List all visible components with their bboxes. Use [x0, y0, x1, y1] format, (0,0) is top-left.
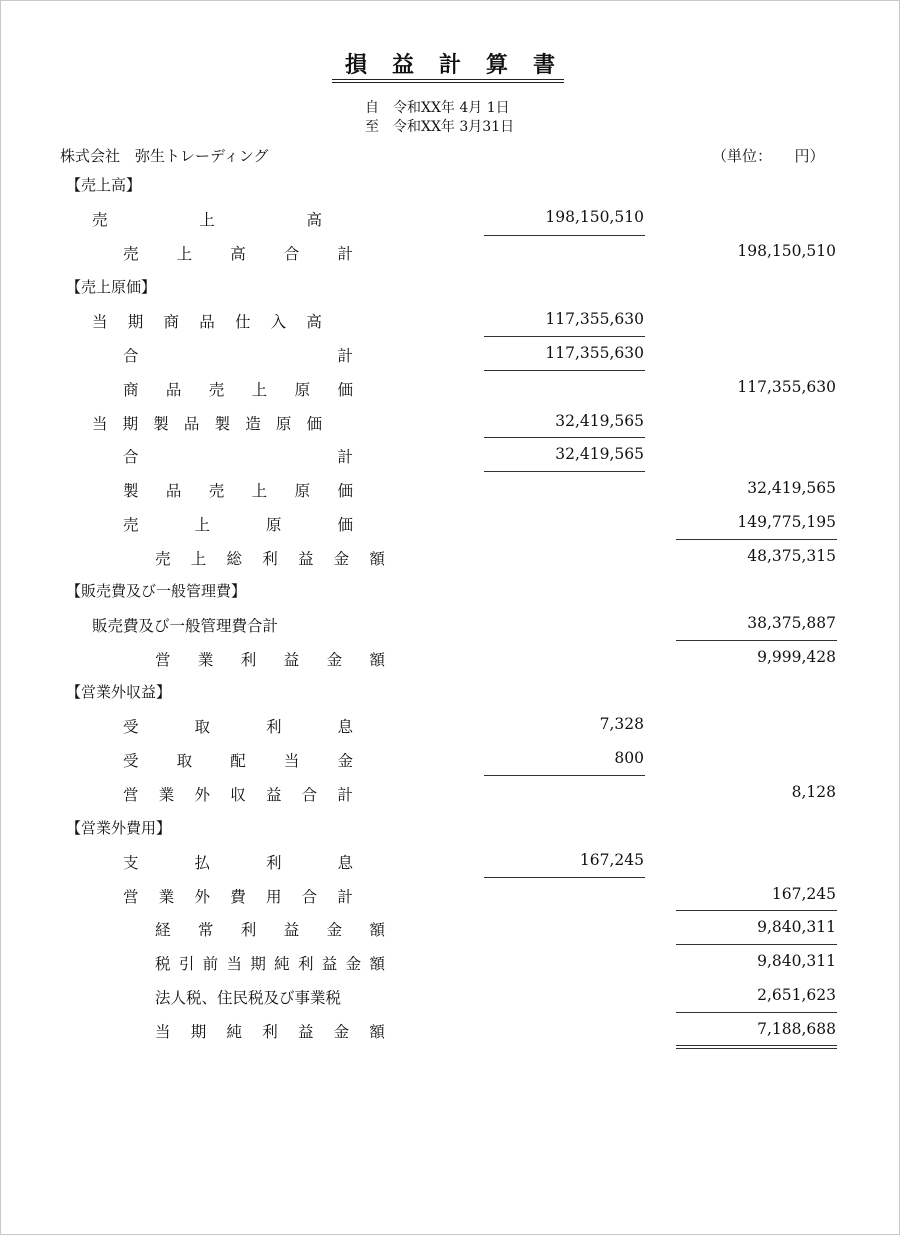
- subtotal-rule: [484, 877, 645, 878]
- row-label: 販売費及び一般管理費合計: [92, 617, 279, 635]
- section-sales: 【売上高】: [66, 176, 142, 194]
- amount-sga-total: 38,375,887: [747, 614, 836, 632]
- total-rule: [676, 539, 837, 540]
- total-rule: [676, 1012, 837, 1013]
- section-non-op-income: 【営業外収益】: [66, 683, 172, 701]
- period-to: 至 令和XX年 3月31日: [365, 119, 515, 135]
- section-non-op-expense: 【営業外費用】: [66, 819, 172, 837]
- total-rule: [676, 640, 837, 641]
- row-label: 税 引 前 当 期 純 利 益 金 額: [155, 955, 385, 973]
- row-label: 当 期 純 利 益 金 額: [155, 1023, 385, 1041]
- section-sga: 【販売費及び一般管理費】: [66, 582, 247, 600]
- document-title: 損益計算書: [344, 52, 580, 78]
- row-label: 合 計: [123, 448, 353, 466]
- row-label: 受 取 配 当 金: [123, 752, 353, 770]
- row-label: 営 業 外 収 益 合 計: [123, 786, 353, 804]
- subtotal-rule: [484, 471, 645, 472]
- amount-mfg-cost: 32,419,565: [555, 412, 644, 430]
- amount-product-cost: 32,419,565: [747, 479, 836, 497]
- subtotal-rule: [484, 775, 645, 776]
- amount-sales-total: 198,150,510: [737, 242, 836, 260]
- row-label: 売 上 高 合 計: [123, 245, 353, 263]
- amount-ordinary-profit: 9,840,311: [757, 918, 836, 936]
- period-from: 自 令和XX年 4月 1日: [365, 100, 510, 116]
- title-underline: [332, 79, 564, 80]
- amount-dividends-received: 800: [614, 749, 644, 767]
- amount-cogs-total: 149,775,195: [737, 513, 836, 531]
- row-label: 製 品 売 上 原 価: [123, 482, 353, 500]
- amount-operating-profit: 9,999,428: [757, 648, 836, 666]
- subtotal-rule: [484, 370, 645, 371]
- row-label: 営 業 利 益 金 額: [155, 651, 385, 669]
- row-label: 経 常 利 益 金 額: [155, 921, 385, 939]
- section-cogs: 【売上原価】: [66, 278, 157, 296]
- amount-purchases: 117,355,630: [545, 310, 644, 328]
- final-double-rule-second: [676, 1048, 837, 1049]
- amount-sales: 198,150,510: [545, 208, 644, 226]
- row-label: 受 取 利 息: [123, 718, 353, 736]
- row-label: 合 計: [123, 347, 353, 365]
- amount-gross-profit: 48,375,315: [747, 547, 836, 565]
- amount-mfg-sum: 32,419,565: [555, 445, 644, 463]
- amount-net-profit: 7,188,688: [757, 1020, 836, 1038]
- amount-taxes: 2,651,623: [757, 986, 836, 1004]
- total-rule: [676, 910, 837, 911]
- row-label: 売 上 高: [92, 211, 322, 229]
- row-label: 当 期 製 品 製 造 原 価: [92, 415, 322, 433]
- subtotal-rule: [484, 437, 645, 438]
- amount-purchases-sum: 117,355,630: [545, 344, 644, 362]
- amount-goods-cost: 117,355,630: [737, 378, 836, 396]
- row-label: 営 業 外 費 用 合 計: [123, 888, 353, 906]
- subtotal-rule: [484, 235, 645, 236]
- amount-pretax-profit: 9,840,311: [757, 952, 836, 970]
- row-label: 支 払 利 息: [123, 854, 353, 872]
- final-double-rule: [676, 1045, 837, 1046]
- company-name: 株式会社 弥生トレーディング: [60, 147, 269, 165]
- row-label: 売 上 総 利 益 金 額: [155, 550, 385, 568]
- row-label: 当 期 商 品 仕 入 高: [92, 313, 322, 331]
- subtotal-rule: [484, 336, 645, 337]
- row-label: 法人税、住民税及び事業税: [155, 989, 342, 1007]
- amount-interest-paid: 167,245: [579, 851, 644, 869]
- amount-non-op-expense-total: 167,245: [771, 885, 836, 903]
- title-underline-double: [332, 82, 564, 83]
- amount-interest-received: 7,328: [599, 715, 644, 733]
- row-label: 商 品 売 上 原 価: [123, 381, 353, 399]
- amount-non-op-income-total: 8,128: [791, 783, 836, 801]
- unit-label: （単位： 円）: [712, 147, 825, 165]
- total-rule: [676, 944, 837, 945]
- row-label: 売 上 原 価: [123, 516, 353, 534]
